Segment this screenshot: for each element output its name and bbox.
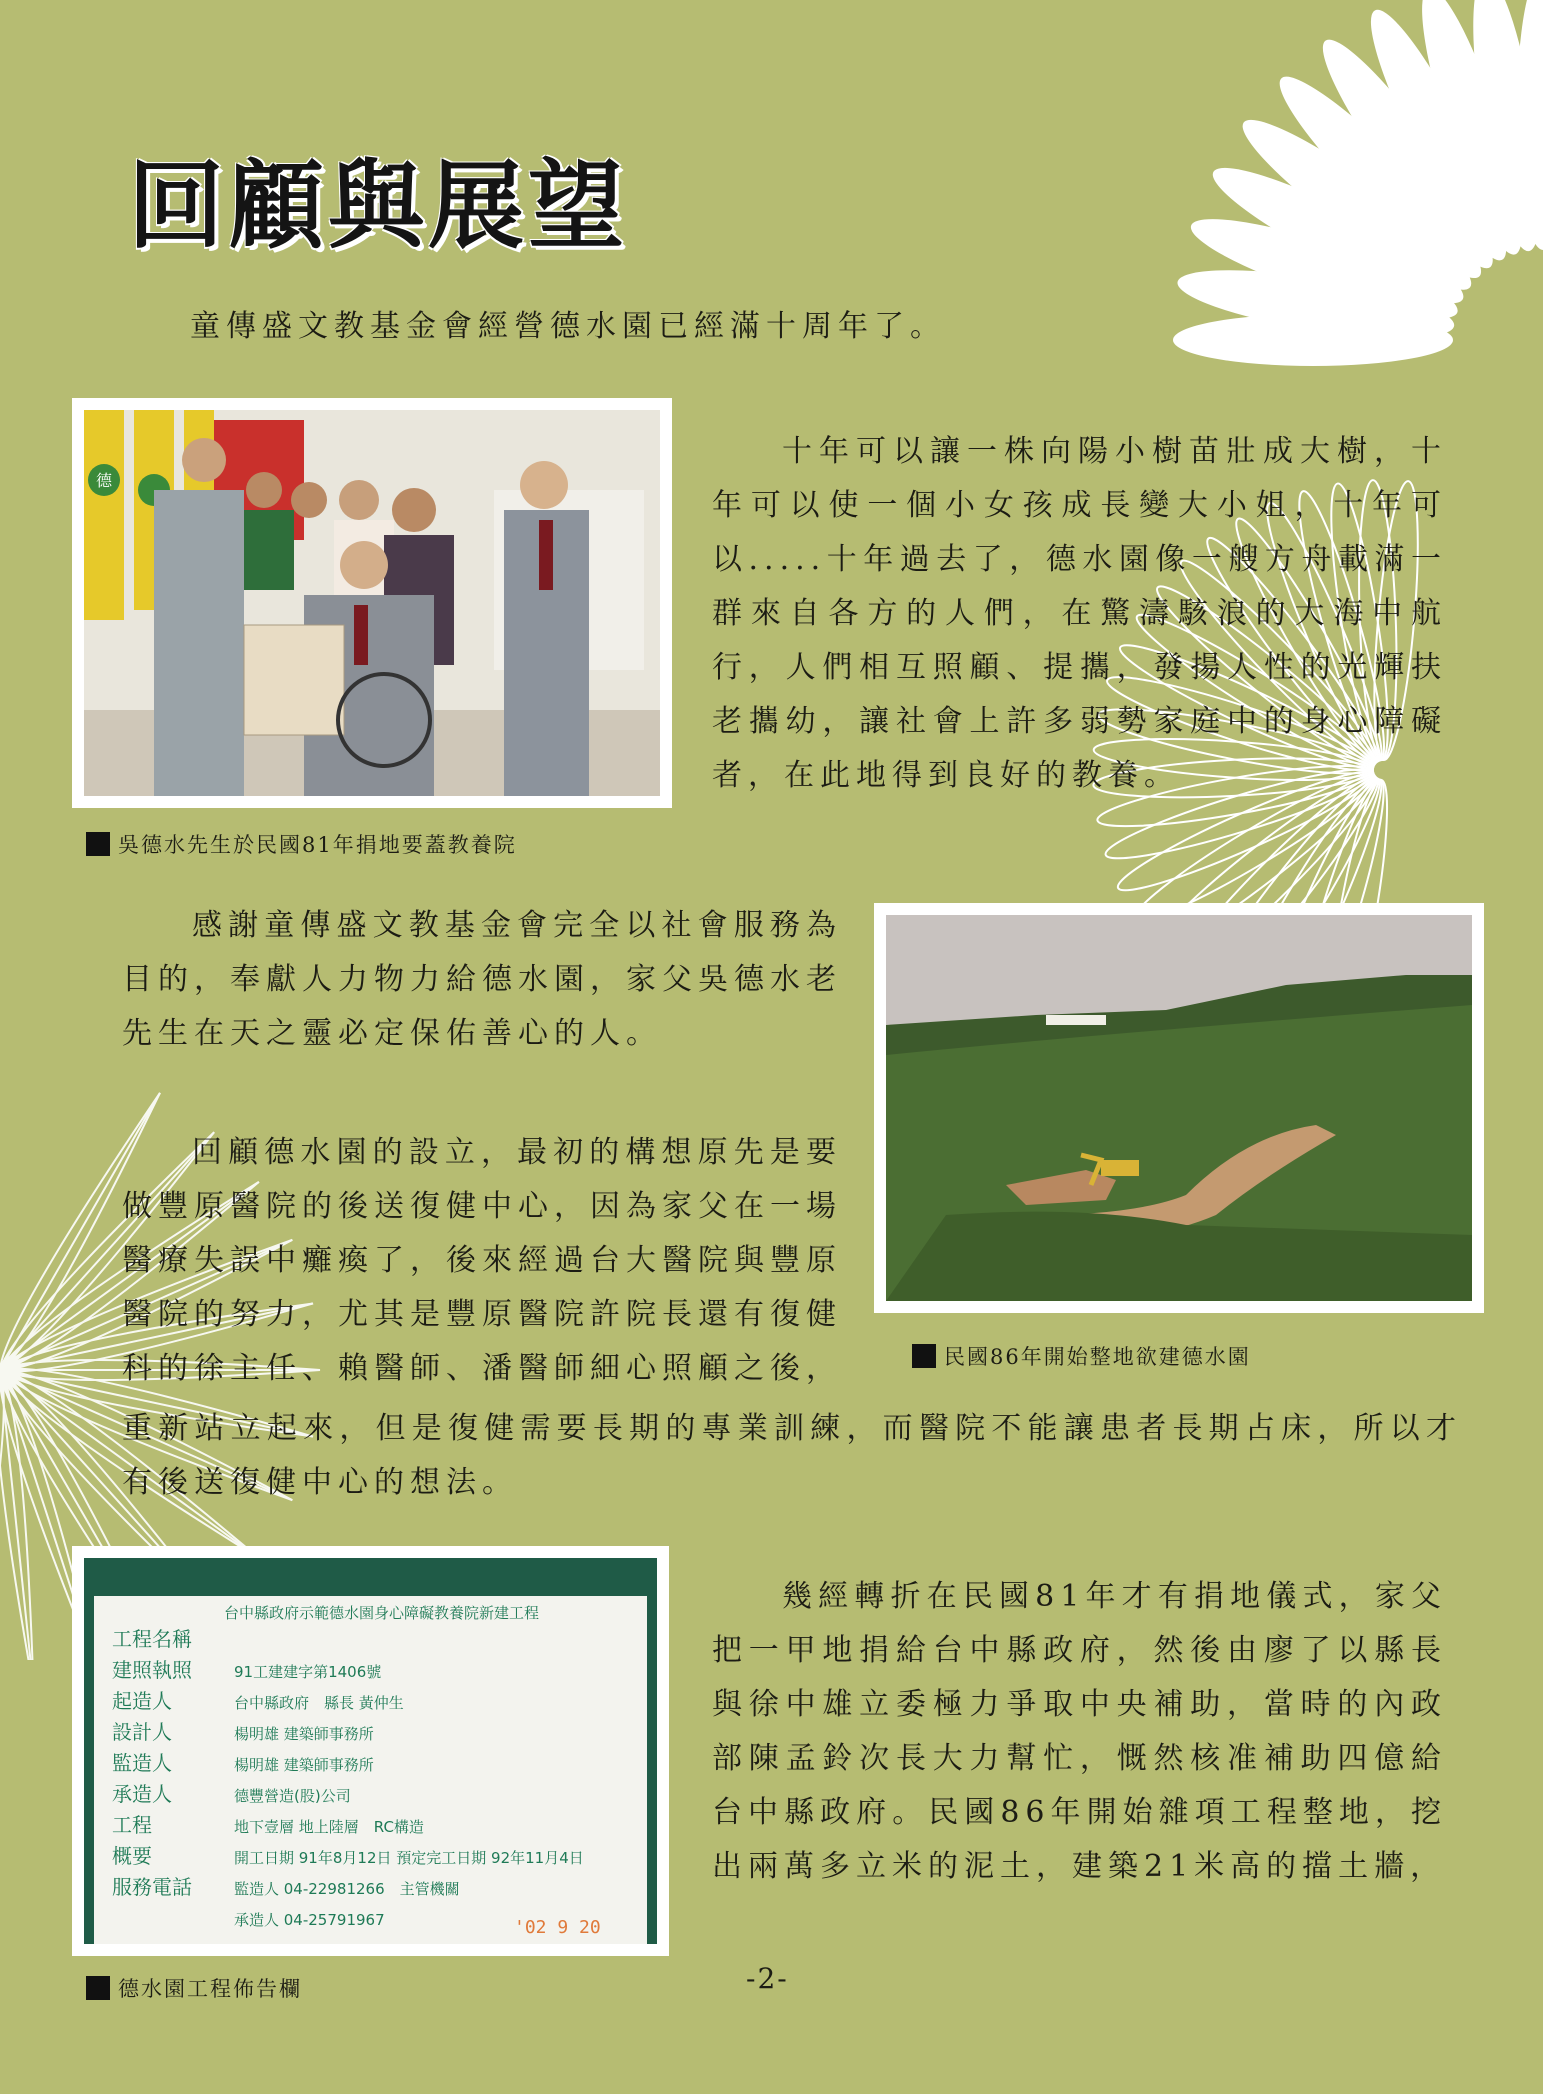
board-row-label: 工程名稱 <box>112 1627 192 1651</box>
caption-square-icon <box>86 1976 110 2000</box>
board-row-value: 監造人 04-22981266 主管機關 <box>234 1880 460 1898</box>
board-row-label: 承造人 <box>112 1782 172 1806</box>
board-row-label: 工程 <box>112 1813 152 1837</box>
board-row-label: 服務電話 <box>112 1875 192 1899</box>
board-header: 台中縣政府示範德水園身心障礙教養院新建工程 <box>224 1604 540 1622</box>
board-row-label: 起造人 <box>112 1689 172 1713</box>
board-row-label: 概要 <box>112 1844 152 1868</box>
board-row-label: 監造人 <box>112 1751 172 1775</box>
board-row-value: 楊明雄 建築師事務所 <box>234 1725 374 1743</box>
board-date-stamp: '02 9 20 <box>514 1917 601 1938</box>
caption-text: 民國86年開始整地欲建德水園 <box>944 1345 1251 1369</box>
board-row-value: 承造人 04-25791967 <box>234 1911 385 1929</box>
caption-photo1 <box>86 829 517 859</box>
caption-square-icon <box>912 1344 936 1368</box>
caption-text: 吳德水先生於民國81年捐地要蓋教養院 <box>118 833 517 857</box>
page-title: 回顧與展望 <box>128 150 628 262</box>
board-row-value: 開工日期 91年8月12日 預定完工日期 92年11月4日 <box>234 1849 584 1867</box>
paragraph-thanks: 感謝童傳盛文教基金會完全以社會服務為目的，奉獻人力物力給德水園，家父吳德水老先生在天之靈必定保佑善心的人。 <box>122 908 842 1051</box>
board-row-label: 建照執照 <box>112 1658 192 1682</box>
photo-donation-ceremony <box>72 398 672 808</box>
paragraph-donation-history: 幾經轉折在民國81年才有捐地儀式，家父把一甲地捐給台中縣政府，然後由廖了以縣長與徐中雄立委極力爭取中央補助，當時的內政部陳孟鈴次長大力幫忙，慨然核准補助四億給台中縣政府。民國86年開始雜項工程整地，挖出兩萬多立米的泥土，建築21米高的擋土牆， <box>712 1579 1447 1884</box>
paragraph-ten-years: 十年可以讓一株向陽小樹苗壯成大樹，十年可以使一個小女孩成長變大小姐，十年可以.....十年過去了，德水園像一艘方舟載滿一群來自各方的人們，在驚濤駭浪的大海中航行，人們相互照顧、提攜，發揚人性的光輝扶老攜幼，讓社會上許多弱勢家庭中的身心障礙者，在此地得到良好的教養。 <box>712 434 1447 793</box>
board-row-value: 地下壹層 地上陸層 RC構造 <box>234 1818 424 1836</box>
photo-construction-notice-board <box>72 1546 669 1956</box>
board-row-value: 91工建建字第1406號 <box>234 1663 382 1681</box>
paragraph-history-b: 重新站立起來，但是復健需要長期的專業訓練，而醫院不能讓患者長期占床，所以才有後送復健中心的想法。 <box>122 1411 1462 1500</box>
caption-square-icon <box>86 832 110 856</box>
board-row-value: 楊明雄 建築師事務所 <box>234 1756 374 1774</box>
flag-emblem: 德 <box>95 471 113 490</box>
board-row-label: 設計人 <box>112 1720 172 1744</box>
board-row-value: 德豐營造(股)公司 <box>234 1787 351 1805</box>
board-row-value: 台中縣政府 縣長 黃仲生 <box>234 1694 404 1712</box>
photo-land-clearing <box>874 903 1484 1313</box>
page-number: -2- <box>746 1962 789 1995</box>
paragraph-history-a: 回顧德水園的設立，最初的構想原先是要做豐原醫院的後送復健中心，因為家父在一場醫療失誤中癱瘓了，後來經過台大醫院與豐原醫院的努力，尤其是豐原醫院許院長還有復健科的徐主任、賴醫師、潘醫師細心照顧之後， <box>122 1135 842 1386</box>
caption-photo3 <box>86 1973 302 2003</box>
intro-paragraph: 童傳盛文教基金會經營德水園已經滿十周年了。 <box>190 309 946 344</box>
caption-photo2 <box>912 1341 1251 1371</box>
caption-text: 德水園工程佈告欄 <box>118 1977 302 2001</box>
